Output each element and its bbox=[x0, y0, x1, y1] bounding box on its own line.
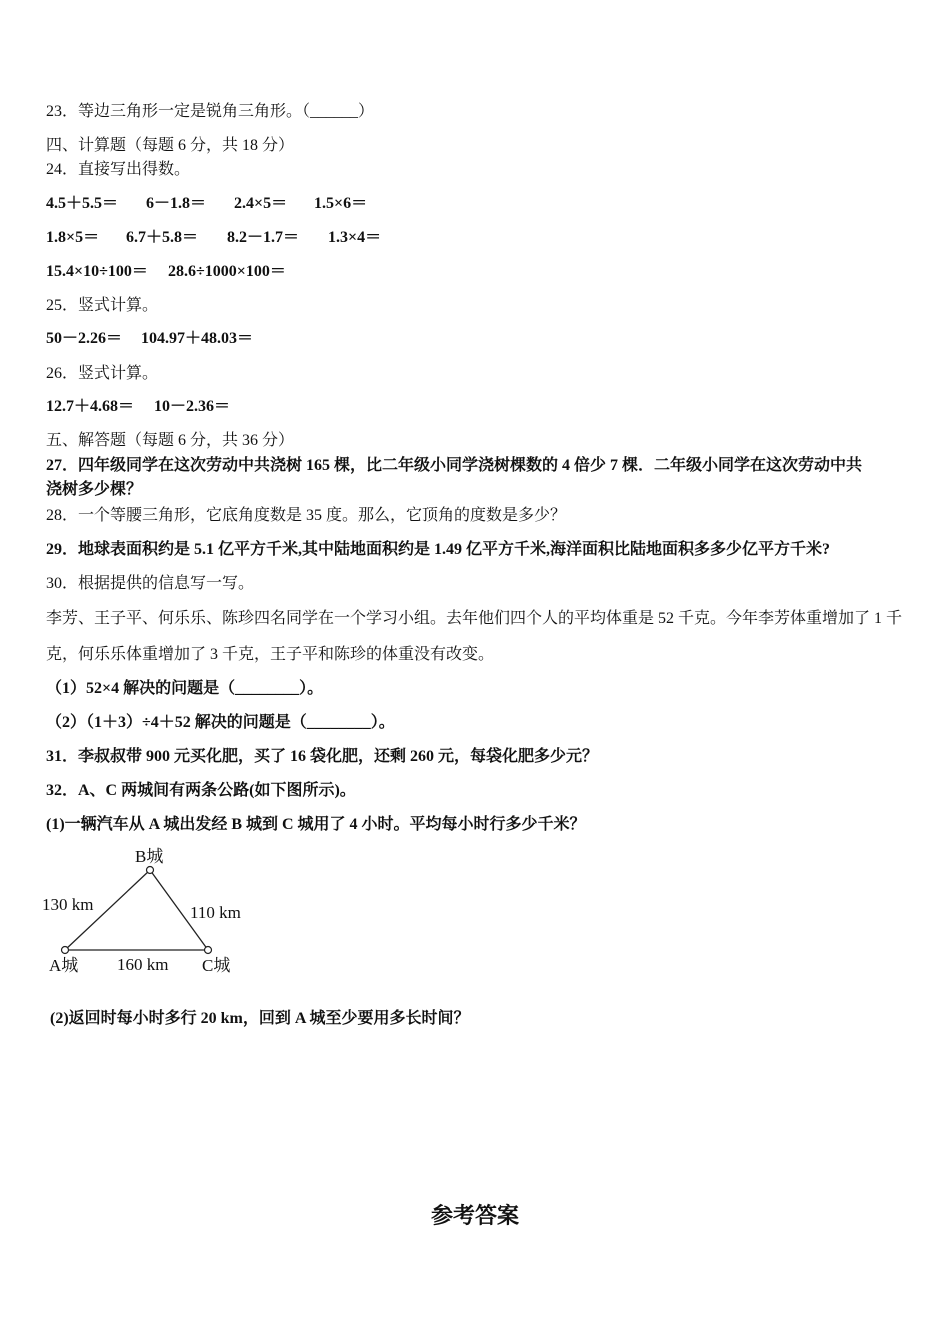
calc-item: 104.97＋48.03＝ bbox=[141, 330, 254, 347]
question-28: 28．一个等腰三角形，它底角度数是 35 度。那么，它顶角的度数是多少？ bbox=[46, 507, 567, 524]
calc-item: 8.2－1.7＝ bbox=[227, 229, 300, 246]
question-30-info-line-1: 李芳、王子平、何乐乐、陈珍四名同学在一个学习小组。去年他们四个人的平均体重是 52 千克。今年李芳体重增加了 1 千 bbox=[46, 610, 903, 627]
calc-item: 1.3×4＝ bbox=[328, 229, 382, 246]
question-27-line-1: 27．四年级同学在这次劳动中共浇树 165 棵，比二年级小同学浇树棵数的 4 倍少 7 棵．二年级小同学在这次劳动中共 bbox=[46, 457, 863, 474]
question-27-line-2: 浇树多少棵？ bbox=[46, 481, 143, 498]
calc-item: 2.4×5＝ bbox=[234, 195, 288, 212]
calc-item: 15.4×10÷100＝ bbox=[46, 263, 148, 280]
calc-item: 50－2.26＝ bbox=[46, 330, 123, 347]
question-32: 32．A、C 两城间有两条公路(如下图所示)。 bbox=[46, 782, 356, 799]
section-5-heading: 五、解答题（每题 6 分，共 36 分） bbox=[46, 432, 295, 449]
distance-bc-label: 110 km bbox=[190, 903, 241, 922]
calc-item: 10－2.36＝ bbox=[154, 398, 231, 415]
question-24: 24．直接写出得数。 bbox=[46, 161, 191, 178]
calc-item: 1.5×6＝ bbox=[314, 195, 368, 212]
question-23: 23．等边三角形一定是锐角三角形。（______） bbox=[46, 103, 375, 120]
question-30-info-line-2: 克，何乐乐体重增加了 3 千克，王子平和陈珍的体重没有改变。 bbox=[46, 646, 495, 663]
calc-item: 6.7＋5.8＝ bbox=[126, 229, 199, 246]
calc-item: 6－1.8＝ bbox=[146, 195, 207, 212]
calc-item: 28.6÷1000×100＝ bbox=[168, 263, 286, 280]
question-30-sub-1: （1）52×4 解决的问题是（________）。 bbox=[46, 680, 324, 697]
question-26: 26．竖式计算。 bbox=[46, 365, 159, 382]
city-b-point bbox=[147, 867, 154, 874]
city-b-label: B城 bbox=[135, 847, 164, 866]
calc-item: 4.5＋5.5＝ bbox=[46, 195, 119, 212]
answer-key-title: 参考答案 bbox=[430, 1203, 519, 1228]
distance-ac-label: 160 km bbox=[117, 955, 169, 974]
question-31: 31．李叔叔带 900 元买化肥，买了 16 袋化肥，还剩 260 元，每袋化肥多少元？ bbox=[46, 748, 599, 765]
question-32-sub-2: (2)返回时每小时多行 20 km，回到 A 城至少要用多长时间？ bbox=[50, 1010, 470, 1027]
question-25: 25．竖式计算。 bbox=[46, 297, 159, 314]
city-a-label: A城 bbox=[49, 956, 79, 975]
calc-item: 1.8×5＝ bbox=[46, 229, 100, 246]
question-30-sub-2: （2）（1＋3）÷4＋52 解决的问题是（________）。 bbox=[46, 714, 395, 731]
question-32-sub-1: (1)一辆汽车从 A 城出发经 B 城到 C 城用了 4 小时。平均每小时行多少千米？ bbox=[46, 816, 586, 833]
question-29: 29．地球表面积约是 5.1 亿平方千米,其中陆地面积约是 1.49 亿平方千米,海洋面积比陆地面积多多少亿平方千米? bbox=[46, 541, 831, 558]
city-c-label: C城 bbox=[202, 956, 231, 975]
distance-ab-label: 130 km bbox=[42, 895, 94, 914]
question-30: 30．根据提供的信息写一写。 bbox=[46, 575, 255, 592]
city-a-point bbox=[62, 947, 69, 954]
triangle-route-diagram bbox=[0, 840, 280, 985]
calc-item: 12.7＋4.68＝ bbox=[46, 398, 135, 415]
section-4-heading: 四、计算题（每题 6 分，共 18 分） bbox=[46, 137, 295, 154]
city-c-point bbox=[205, 947, 212, 954]
